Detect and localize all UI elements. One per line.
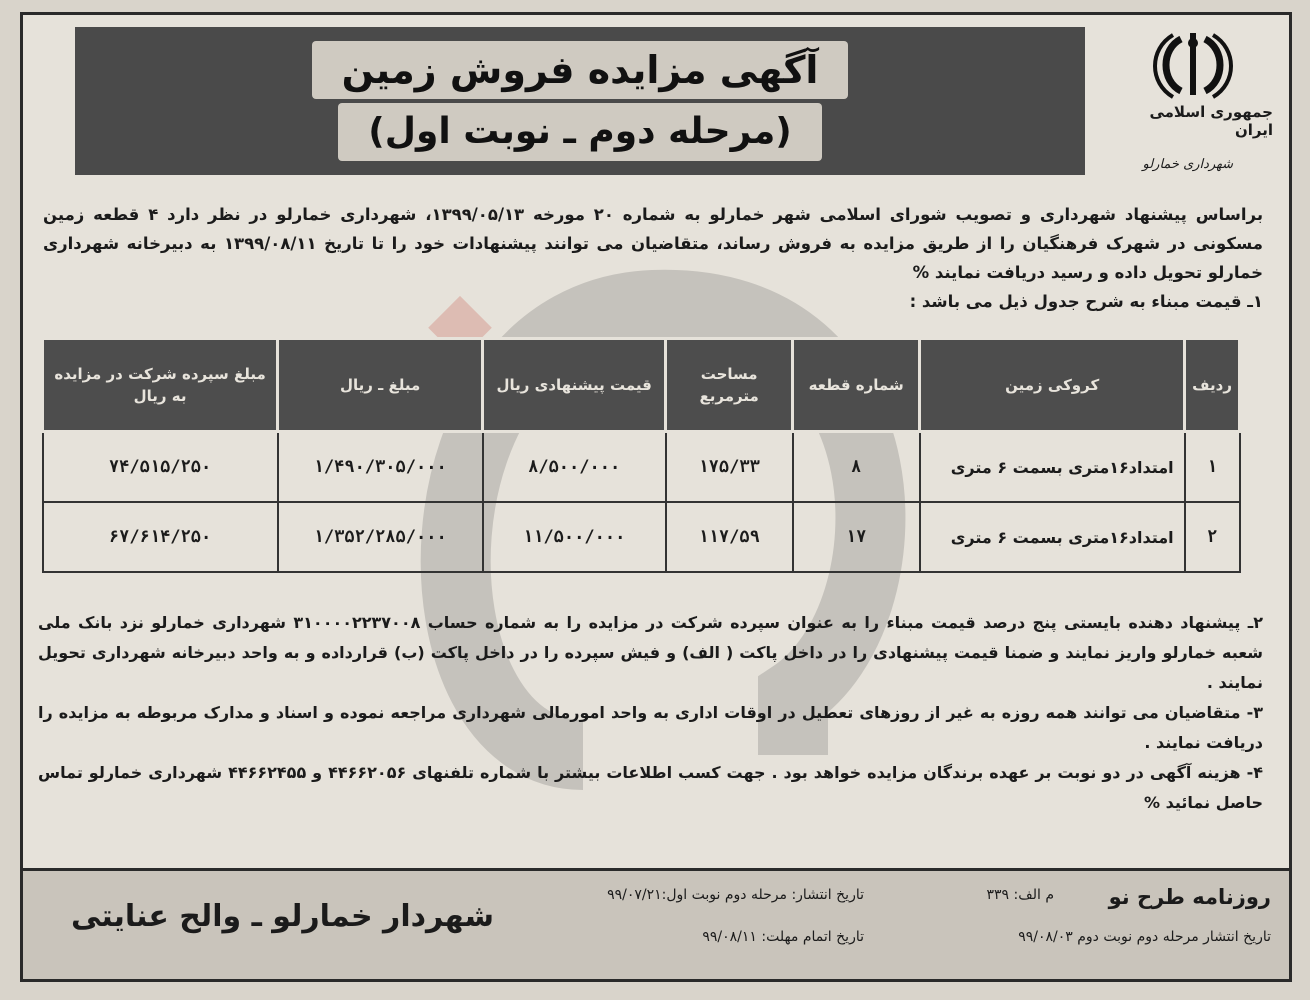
notice-title: آگهی مزایده فروش زمین	[312, 41, 849, 99]
cell-row-number: ۲	[1185, 502, 1240, 572]
cell-deposit: ۶۷/۶۱۴/۲۵۰	[43, 502, 278, 572]
clause-3: ۳- متقاضیان می توانند همه روزه به غیر از روزهای تعطیل در اوقات اداری به واحد امورمالی شهرداری مراجعه نموده و اسناد و مدارک مربوطه به مزایده را دریافت نمایند .	[38, 703, 1263, 752]
emblem-block	[1113, 25, 1273, 185]
table-row	[43, 432, 1240, 503]
cell-location: امتداد۱۶متری بسمت ۶ متری	[920, 432, 1185, 503]
header-unit-price: قیمت پیشنهادی ریال	[483, 339, 666, 432]
table-row	[43, 502, 1240, 572]
cell-plot-number: ۱۷	[793, 502, 920, 572]
intro-paragraph: براساس پیشنهاد شهرداری و تصویب شورای اسلامی شهر خمارلو به شماره ۲۰ مورخه ۱۳۹۹/۰۵/۱۳، شهرداری خمارلو در نظر دارد ۴ قطعه زمین مسکونی در شهرک فرهنگیان را از طریق مزایده به فروش رساند، متقاضیان می توانند پیشنهادات خود را تا تاریخ ۱۳۹۹/۰۸/۱۱ به دبیرخانه شهرداری خمارلو تحویل داده و رسید دریافت نمایند %	[43, 205, 1264, 282]
cell-area: ۱۱۷/۵۹	[666, 502, 793, 572]
cell-plot-number: ۸	[793, 432, 920, 503]
notice-footer	[23, 868, 1289, 979]
publication-date-first: تاریخ انتشار: مرحله دوم نوبت اول:۹۹/۰۷/۲۱	[607, 887, 864, 903]
cell-area: ۱۷۵/۳۳	[666, 432, 793, 503]
cell-location: امتداد۱۶متری بسمت ۶ متری	[920, 502, 1185, 572]
clause-1: ۱ـ قیمت مبناء به شرح جدول ذیل می باشد :	[909, 292, 1263, 311]
header-row-number: ردیف	[1185, 339, 1240, 432]
notice-header-banner	[75, 27, 1085, 175]
cell-row-number: ۱	[1185, 432, 1240, 503]
price-table-wrap	[41, 337, 1241, 573]
cell-unit-price: ۸/۵۰۰/۰۰۰	[483, 432, 666, 503]
intro-text	[43, 200, 1263, 316]
header-area: مساحت مترمربع	[666, 339, 793, 432]
header-amount: مبلغ ـ ریال	[278, 339, 483, 432]
cell-amount: ۱/۴۹۰/۳۰۵/۰۰۰	[278, 432, 483, 503]
header-plot-number: شماره قطعه	[793, 339, 920, 432]
cell-unit-price: ۱۱/۵۰۰/۰۰۰	[483, 502, 666, 572]
iran-emblem-icon	[1153, 29, 1233, 101]
table-header-row	[43, 339, 1240, 432]
price-table	[41, 337, 1241, 573]
emblem-country-label: جمهوری اسلامی ایران	[1149, 103, 1273, 139]
header-deposit: مبلغ سپرده شرکت در مزایده به ریال	[43, 339, 278, 432]
cell-deposit: ۷۴/۵۱۵/۲۵۰	[43, 432, 278, 503]
serial-number: م الف: ۳۳۹	[986, 887, 1054, 903]
signer-name: شهردار خمارلو ـ والح عنایتی	[71, 899, 494, 934]
clauses-text	[38, 608, 1263, 818]
clause-4: ۴- هزینه آگهی در دو نوبت بر عهده برندگان مزایده خواهد بود . جهت کسب اطلاعات بیشتر با شماره تلفنهای ۴۴۶۶۲۰۵۶ و ۴۴۶۶۲۴۵۵ شهرداری خمارلو تماس حاصل نمائید %	[38, 763, 1264, 812]
notice-page	[20, 12, 1292, 982]
publication-date-second: تاریخ انتشار مرحله دوم نوبت دوم ۹۹/۰۸/۰۳	[1018, 929, 1271, 945]
publication-name: روزنامه طرح نو	[1108, 885, 1271, 909]
emblem-municipality-label: شهرداری خمارلو	[1142, 157, 1233, 172]
notice-subtitle: (مرحله دوم ـ نوبت اول)	[338, 103, 821, 161]
header-location: کروکی زمین	[920, 339, 1185, 432]
deadline-date: تاریخ اتمام مهلت: ۹۹/۰۸/۱۱	[702, 929, 864, 945]
clause-2: ۲ـ پیشنهاد دهنده بایستی پنج درصد قیمت مبناء را به عنوان سپرده شرکت در مزایده را به شماره حساب ۳۱۰۰۰۰۲۲۳۷۰۰۸ شهرداری خمارلو نزد بانک ملی شعبه خمارلو واریز نمایند و ضمنا قیمت پیشنهادی را در داخل پاکت ( الف) و فیش سپرده را در داخل پاکت (ب) قرارداده و به واحد دبیرخانه شهرداری تحویل نمایند .	[38, 613, 1264, 692]
cell-amount: ۱/۳۵۲/۲۸۵/۰۰۰	[278, 502, 483, 572]
